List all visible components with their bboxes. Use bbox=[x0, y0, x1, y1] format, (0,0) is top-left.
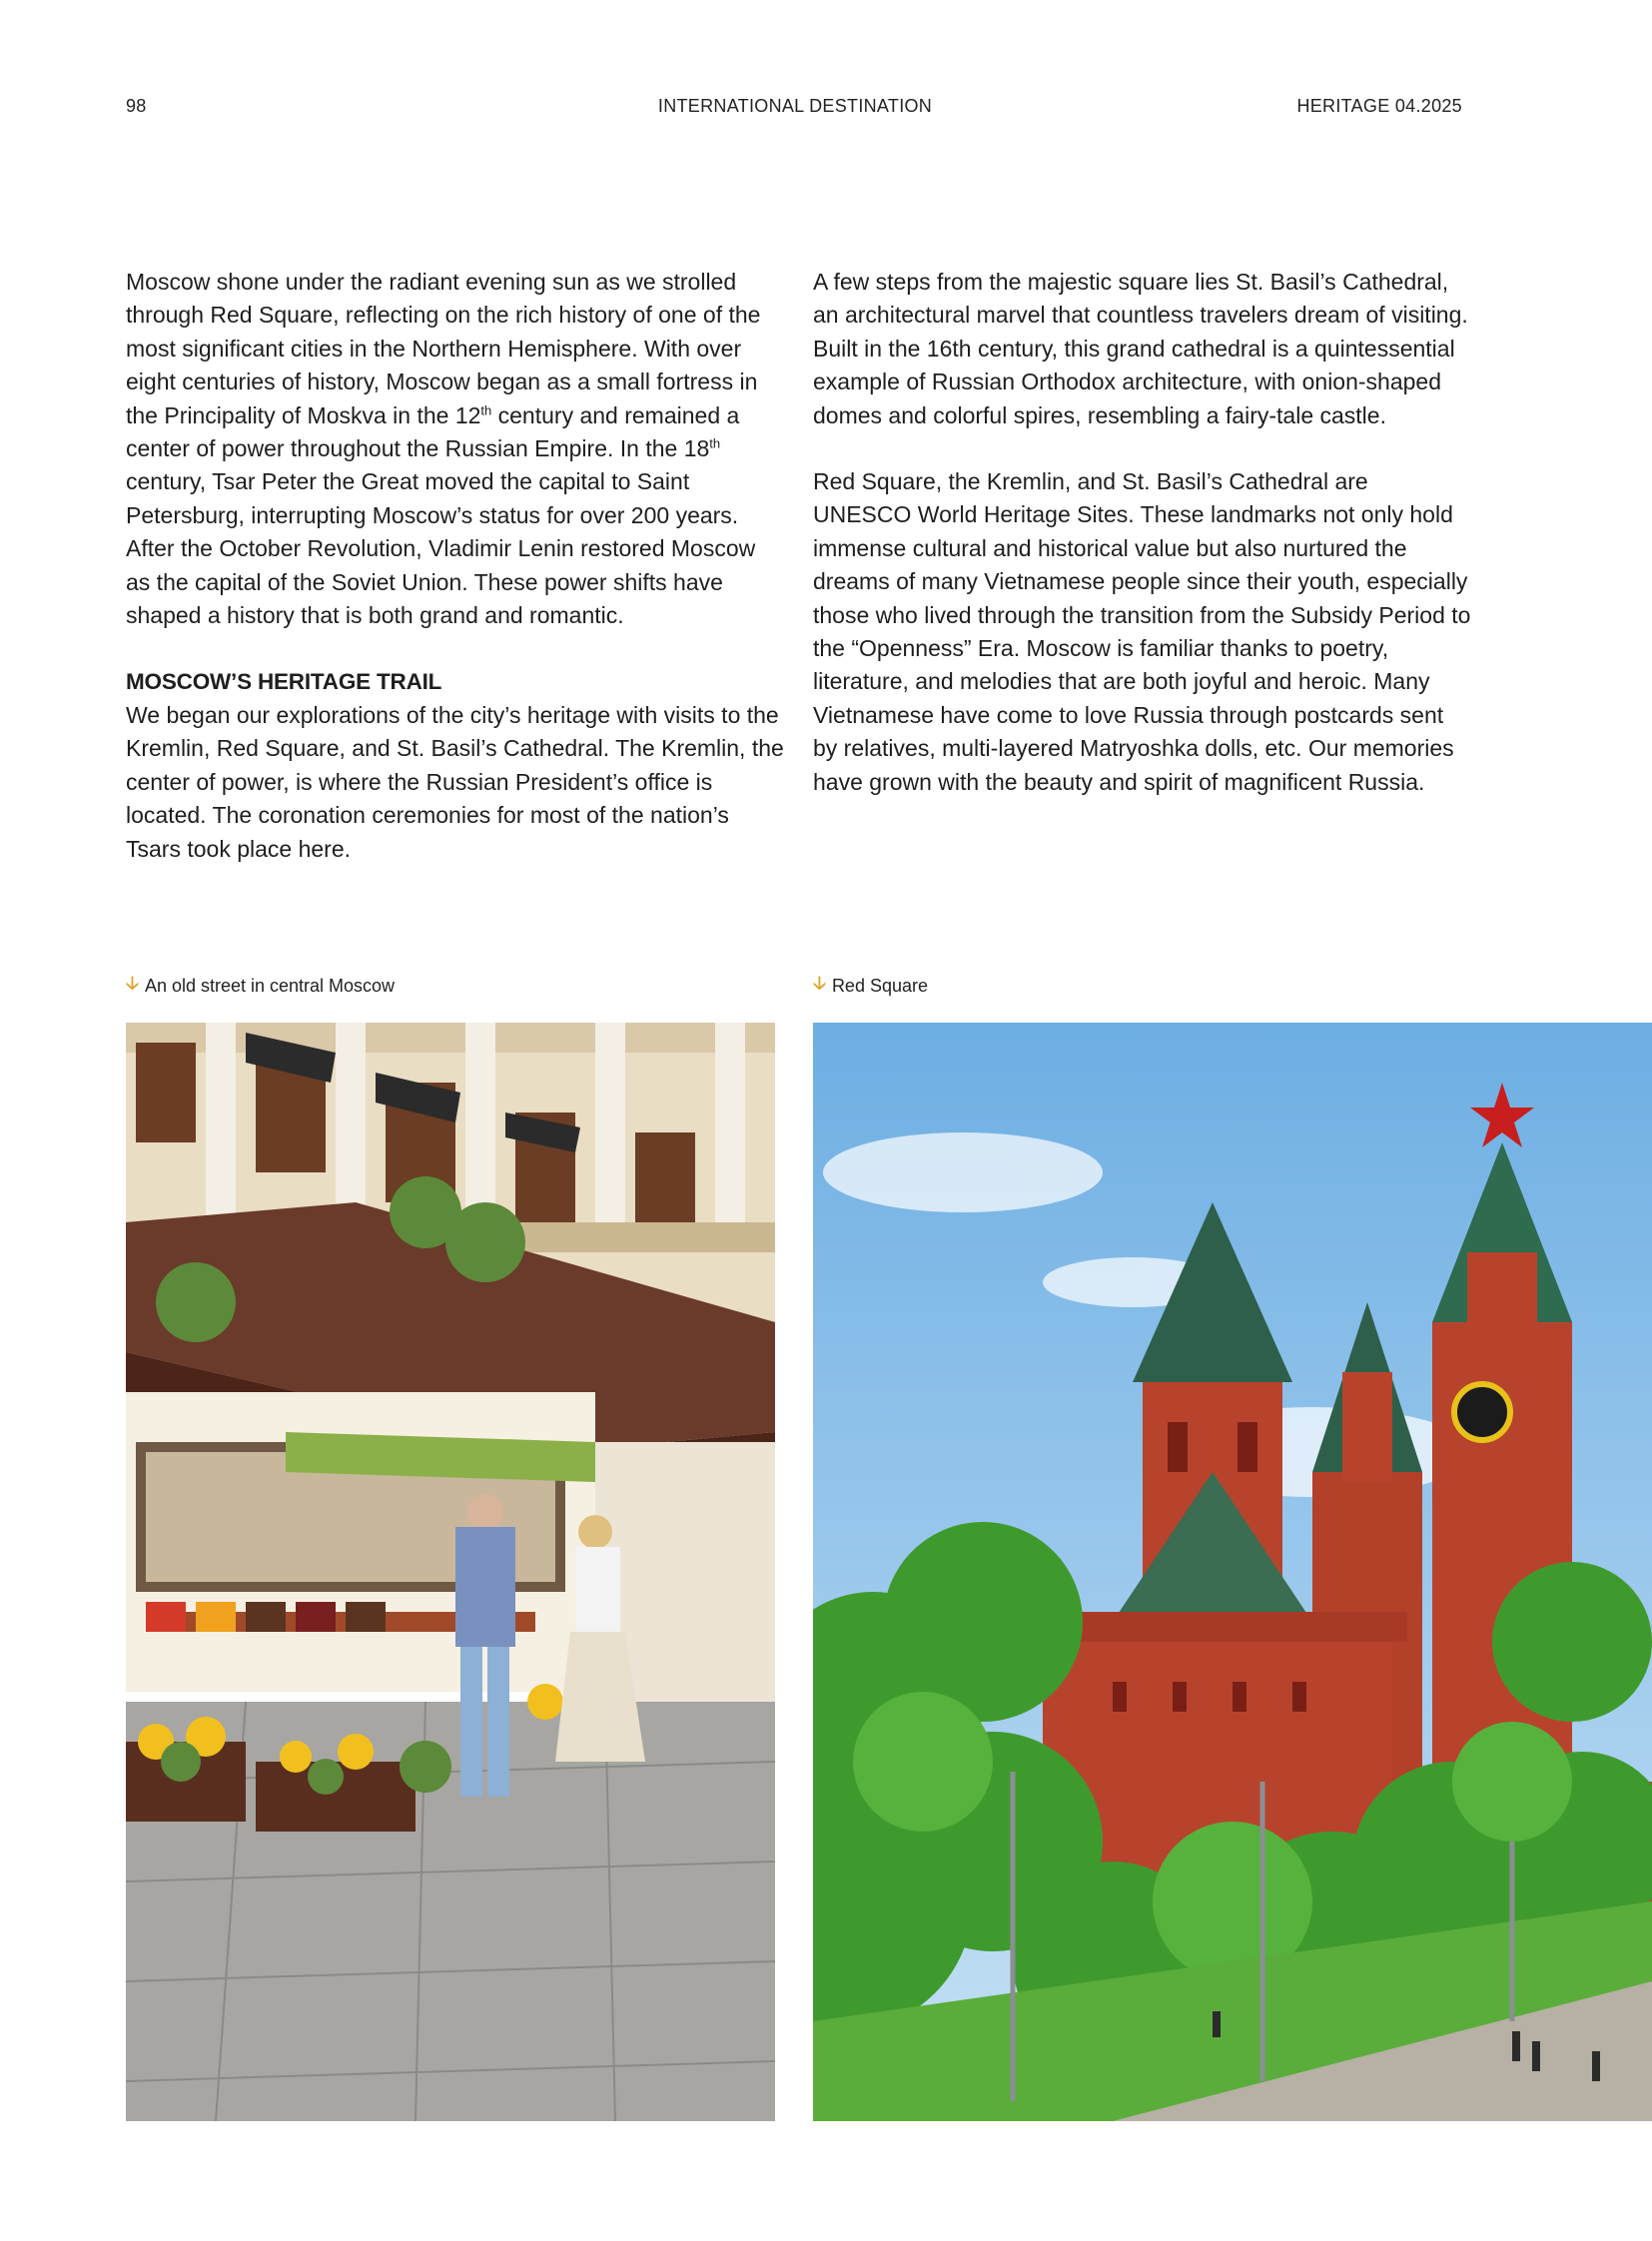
caption-old-street bbox=[126, 971, 395, 1001]
right-column bbox=[813, 266, 1472, 799]
st-basils-paragraph: A few steps from the majestic square lies St. Basil’s Cathedral, an architectural marvel that countless travelers dream of visiting. Built in the 16th century, this grand cathedral is a quintessential example of Russian Orthodox architecture, with onion-shaped domes and colorful spires, resembling a fairy-tale castle. bbox=[813, 269, 1468, 428]
arrow-down-icon: 🡣 bbox=[813, 973, 826, 993]
section-title: INTERNATIONAL DESTINATION bbox=[657, 96, 933, 116]
caption-red-square bbox=[813, 971, 928, 1001]
issue-label: HERITAGE 04.2025 bbox=[1296, 96, 1462, 116]
unesco-paragraph: Red Square, the Kremlin, and St. Basil’s Cathedral are UNESCO World Heritage Sites. These landmarks not only hold immense cultural and historical value but also nurtured the dreams of many Vietnamese people since their youth, especially those who lived through the transition from the Subsidy Period to the “Openness” Era. Moscow is familiar thanks to poetry, literature, and melodies that are both joyful and heroic. Many Vietnamese have come to love Russia through postcards sent by relatives, multi-layered Matryoshka dolls, etc. Our memories have grown with the beauty and spirit of magnificent Russia. bbox=[813, 468, 1471, 795]
intro-paragraph: Moscow shone under the radiant evening sun as we strolled through Red Square, reflecting on the rich history of one of the most significant cities in the Northern Hemisphere. With over eight centuries of history, Moscow began as a small fortress in the Principality of Moskva in the 12th century and remained a center of power throughout the Russian Empire. In the 18th century, Tsar Peter the Great moved the capital to Saint Petersburg, interrupting Moscow’s status for over 200 years. After the October Revolution, Vladimir Lenin restored Moscow as the capital of the Soviet Union. These power shifts have shaped a history that is both grand and romantic. bbox=[126, 269, 761, 629]
photo-old-street bbox=[126, 1023, 775, 2121]
caption-text: An old street in central Moscow bbox=[144, 975, 396, 996]
left-column bbox=[126, 266, 785, 866]
arrow-down-icon: 🡣 bbox=[126, 973, 139, 993]
photo-red-square bbox=[813, 1023, 1652, 2121]
section-heading: MOSCOW’S HERITAGE TRAIL bbox=[126, 669, 442, 695]
page-number: 98 bbox=[126, 96, 147, 116]
caption-text: Red Square bbox=[831, 975, 929, 996]
heritage-trail-paragraph: We began our explorations of the city’s heritage with visits to the Kremlin, Red Square, and St. Basil’s Cathedral. The Kremlin, the center of power, is where the Russian President’s office is located. The coronation ceremonies for most of the nation’s Tsars took place here. bbox=[126, 701, 784, 862]
